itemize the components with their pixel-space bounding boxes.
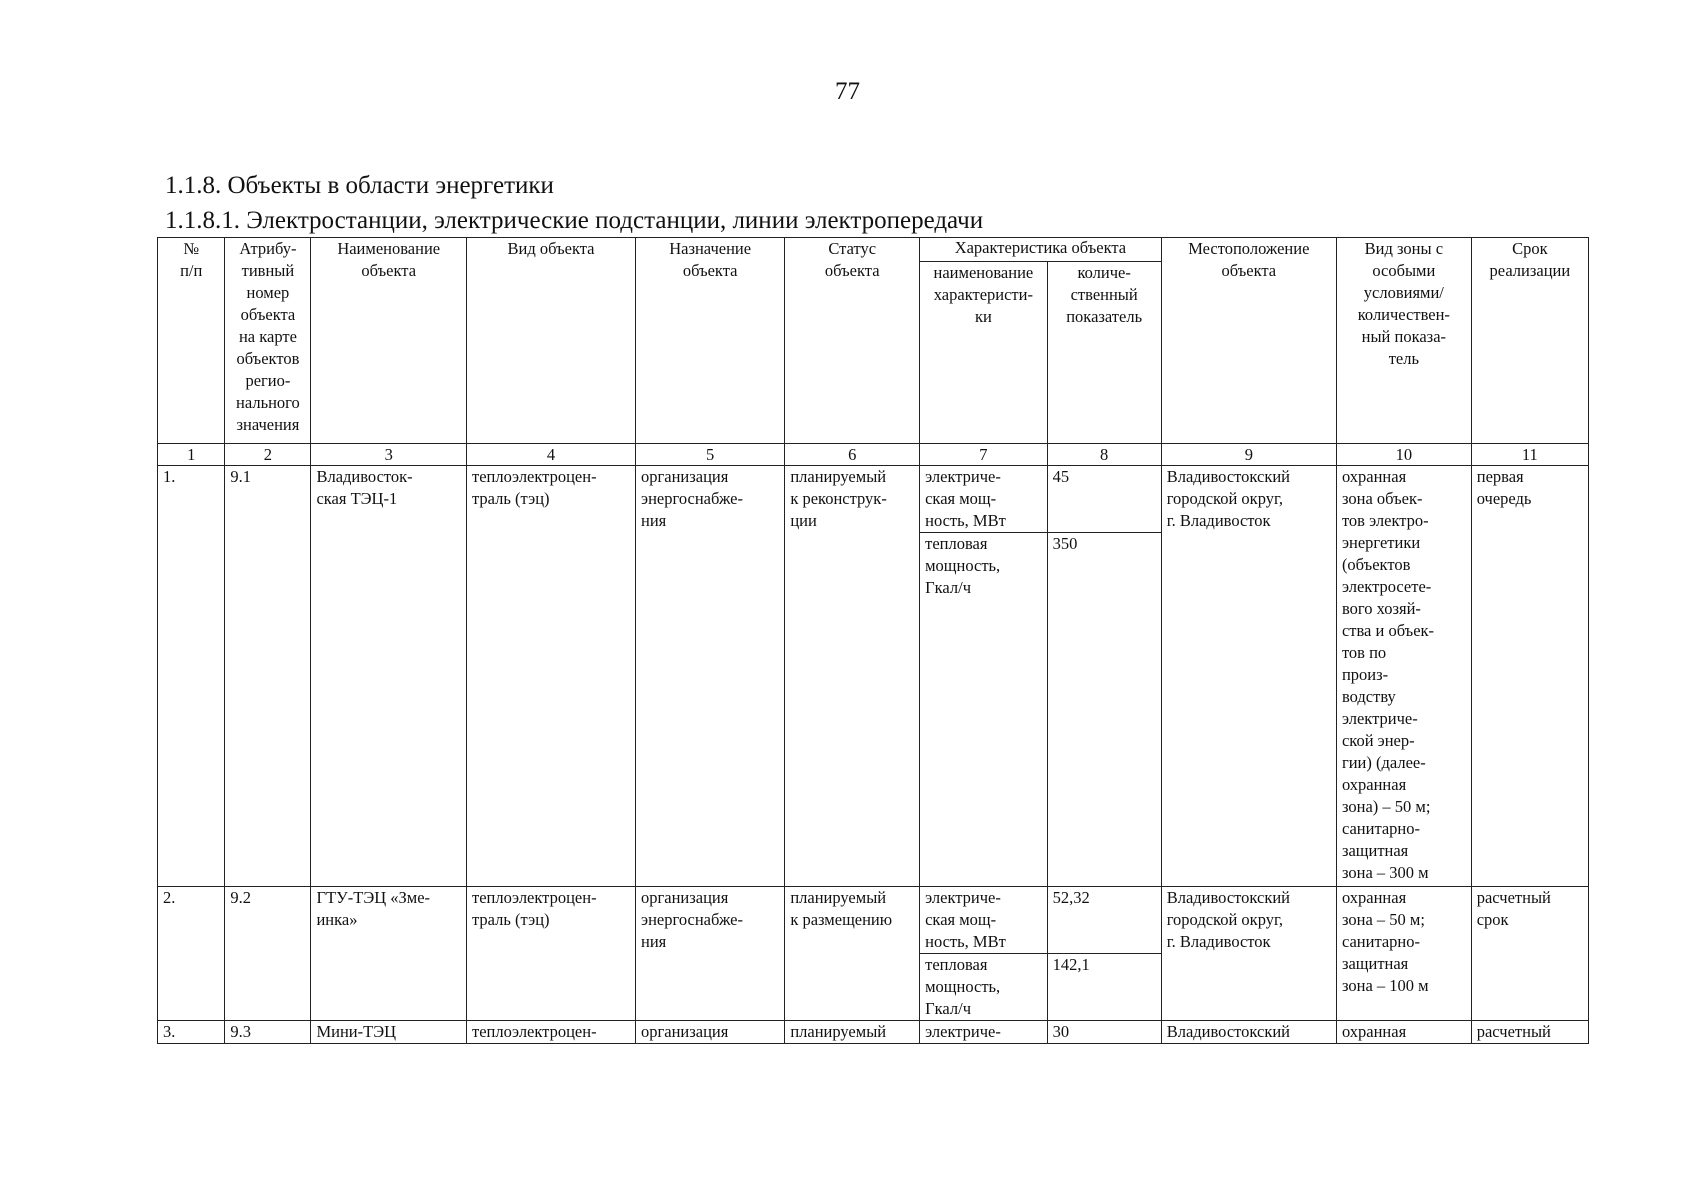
column-number: 7 <box>920 444 1048 466</box>
row-term: первая очередь <box>1471 466 1588 887</box>
table-row <box>158 887 1589 954</box>
row-status: планируемый <box>785 1021 920 1044</box>
row-term: расчетный срок <box>1471 887 1588 1021</box>
header-char-name: наименование характеристи- ки <box>920 262 1048 444</box>
row-location: Владивостокский городской округ, г. Владивосток <box>1161 466 1336 887</box>
row-location: Владивостокский городской округ, г. Владивосток <box>1161 887 1336 1021</box>
column-number: 9 <box>1161 444 1336 466</box>
row-zone: охранная <box>1336 1021 1471 1044</box>
column-number: 1 <box>158 444 225 466</box>
header-attr-number: Атрибу- тивный номер объекта на карте объектов регио- нального значения <box>225 238 311 444</box>
page-number: 77 <box>835 78 860 105</box>
section-heading: 1.1.8. Объекты в области энергетики <box>165 172 554 199</box>
table-header <box>158 238 1589 444</box>
header-char-value: количе- ственный показатель <box>1047 262 1161 444</box>
column-number: 6 <box>785 444 920 466</box>
row-char1-value: 30 <box>1047 1021 1161 1044</box>
table-row <box>158 466 1589 533</box>
row-no: 1. <box>158 466 225 887</box>
row-char2-value: 142,1 <box>1047 954 1161 1021</box>
row-type: теплоэлектроцен- траль (тэц) <box>466 466 635 887</box>
row-purpose: организация энергоснабже- ния <box>636 466 785 887</box>
header-name: Наименование объекта <box>311 238 467 444</box>
row-status: планируемый к реконструк- ции <box>785 466 920 887</box>
row-attr: 9.2 <box>225 887 311 1021</box>
row-name: Мини-ТЭЦ <box>311 1021 467 1044</box>
column-number: 2 <box>225 444 311 466</box>
column-number: 11 <box>1471 444 1588 466</box>
header-type: Вид объекта <box>466 238 635 444</box>
row-term: расчетный <box>1471 1021 1588 1044</box>
header-term: Срок реализации <box>1471 238 1588 444</box>
column-number: 5 <box>636 444 785 466</box>
row-status: планируемый к размещению <box>785 887 920 1021</box>
row-zone: охранная зона – 50 м; санитарно- защитная зона – 100 м <box>1336 887 1471 1021</box>
row-char2-value: 350 <box>1047 533 1161 887</box>
header-purpose: Назначение объекта <box>636 238 785 444</box>
row-char1-name: электриче- <box>920 1021 1048 1044</box>
row-name: ГТУ-ТЭЦ «Зме- инка» <box>311 887 467 1021</box>
header-status: Статус объекта <box>785 238 920 444</box>
row-no: 2. <box>158 887 225 1021</box>
row-type: теплоэлектроцен- траль (тэц) <box>466 887 635 1021</box>
row-attr: 9.1 <box>225 466 311 887</box>
column-number: 10 <box>1336 444 1471 466</box>
row-attr: 9.3 <box>225 1021 311 1044</box>
header-zone: Вид зоны с особыми условиями/ количествен- ный показа- тель <box>1336 238 1471 444</box>
row-type: теплоэлектроцен- <box>466 1021 635 1044</box>
row-no: 3. <box>158 1021 225 1044</box>
row-purpose: организация <box>636 1021 785 1044</box>
row-purpose: организация энергоснабже- ния <box>636 887 785 1021</box>
row-zone: охранная зона объек- тов электро- энергетики (объектов электросете- вого хозяй- ства и объек- тов по произ- водству электриче- ской энер- гии) (далее- охранная зона) – 50 м; санитарно- защитная зона – 300 м <box>1336 466 1471 887</box>
column-number: 8 <box>1047 444 1161 466</box>
energy-objects-table <box>157 237 1589 1044</box>
table-row <box>158 1021 1589 1044</box>
column-number: 3 <box>311 444 467 466</box>
row-char2-name: тепловая мощность, Гкал/ч <box>920 533 1048 887</box>
subsection-heading: 1.1.8.1. Электростанции, электрические подстанции, линии электропередачи <box>165 207 984 234</box>
header-no: № п/п <box>158 238 225 444</box>
row-char2-name: тепловая мощность, Гкал/ч <box>920 954 1048 1021</box>
column-number-row <box>158 444 1589 466</box>
row-char1-name: электриче- ская мощ- ность, МВт <box>920 466 1048 533</box>
header-characteristic: Характеристика объекта <box>920 238 1162 262</box>
row-location: Владивостокский <box>1161 1021 1336 1044</box>
row-char1-value: 52,32 <box>1047 887 1161 954</box>
row-name: Владивосток- ская ТЭЦ-1 <box>311 466 467 887</box>
row-char1-name: электриче- ская мощ- ность, МВт <box>920 887 1048 954</box>
row-char1-value: 45 <box>1047 466 1161 533</box>
header-location: Местоположение объекта <box>1161 238 1336 444</box>
column-number: 4 <box>466 444 635 466</box>
